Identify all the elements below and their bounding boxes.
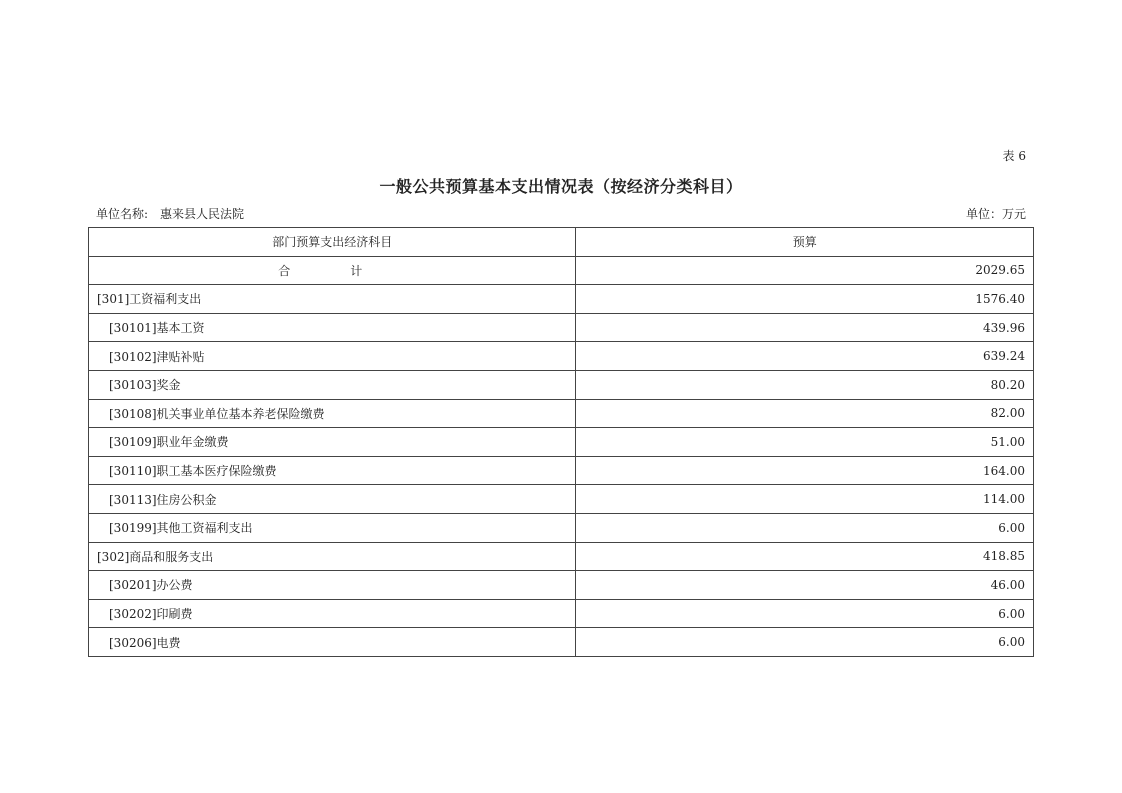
table-row: [89, 285, 1034, 314]
row-label: [30202]印刷费: [89, 599, 576, 628]
column-header-item: 部门预算支出经济科目: [89, 228, 576, 257]
unit-info-row: [96, 205, 1026, 222]
row-label: [301]工资福利支出: [89, 285, 576, 314]
table-row: [89, 399, 1034, 428]
row-label: [30113]住房公积金: [89, 485, 576, 514]
table-row: [89, 428, 1034, 457]
row-label: [30108]机关事业单位基本养老保险缴费: [89, 399, 576, 428]
column-header-budget: 预算: [576, 228, 1034, 257]
table-row: [89, 571, 1034, 600]
unit-name-value: 惠来县人民法院: [160, 207, 245, 221]
table-row: [89, 542, 1034, 571]
row-label: [30102]津贴补贴: [89, 342, 576, 371]
row-amount: 46.00: [576, 571, 1034, 600]
row-amount: 51.00: [576, 428, 1034, 457]
total-amount: 2029.65: [576, 256, 1034, 285]
row-amount: 439.96: [576, 313, 1034, 342]
row-label: [30206]电费: [89, 628, 576, 657]
table-row: [89, 342, 1034, 371]
table-header-row: [89, 228, 1034, 257]
row-amount: 114.00: [576, 485, 1034, 514]
row-label: [30110]职工基本医疗保险缴费: [89, 456, 576, 485]
row-amount: 80.20: [576, 370, 1034, 399]
total-row: [89, 256, 1034, 285]
row-amount: 418.85: [576, 542, 1034, 571]
row-amount: 6.00: [576, 599, 1034, 628]
row-amount: 6.00: [576, 628, 1034, 657]
row-label: [302]商品和服务支出: [89, 542, 576, 571]
row-amount: 164.00: [576, 456, 1034, 485]
table-row: [89, 513, 1034, 542]
table-row: [89, 628, 1034, 657]
row-label: [30201]办公费: [89, 571, 576, 600]
row-amount: 6.00: [576, 513, 1034, 542]
row-amount: 82.00: [576, 399, 1034, 428]
table-row: [89, 599, 1034, 628]
unit-measure: 单位：万元: [965, 207, 1026, 221]
table-row: [89, 370, 1034, 399]
table-row: [89, 456, 1034, 485]
table-row: [89, 485, 1034, 514]
table-row: [89, 313, 1034, 342]
page-title: 一般公共预算基本支出情况表（按经济分类科目）: [379, 177, 743, 196]
row-label: [30199]其他工资福利支出: [89, 513, 576, 542]
row-amount: 1576.40: [576, 285, 1034, 314]
row-label: [30101]基本工资: [89, 313, 576, 342]
total-label: 合 计: [89, 256, 576, 285]
row-amount: 639.24: [576, 342, 1034, 371]
table-number: 表 6: [1002, 149, 1026, 163]
budget-table: [88, 227, 1034, 657]
unit-name: [96, 205, 244, 222]
unit-name-label: 单位名称:: [96, 207, 149, 221]
row-label: [30103]奖金: [89, 370, 576, 399]
row-label: [30109]职业年金缴费: [89, 428, 576, 457]
